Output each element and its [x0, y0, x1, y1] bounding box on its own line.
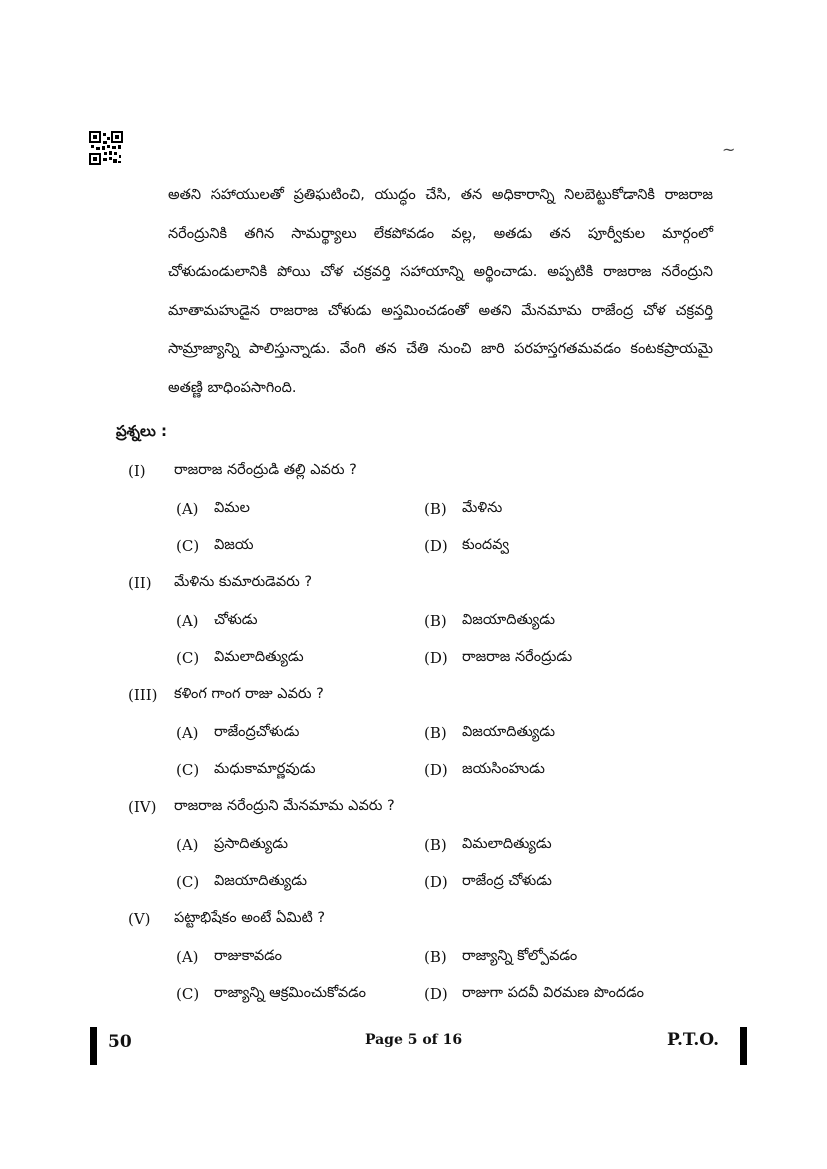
option-text: రాజరాజ నరేంద్రుడు [462, 649, 573, 665]
question-text: రాజరాజ నరేంద్రుడి తల్లి ఎవరు ? [174, 462, 357, 478]
option-text: రాజ్యాన్ని కోల్పోవడం [462, 948, 578, 964]
option-text: రాజేంద్ర చోళుడు [462, 873, 552, 889]
option-label: (A) [176, 836, 199, 854]
option-label: (D) [424, 649, 448, 667]
option-label: (B) [424, 612, 447, 630]
option-text: ప్రసాదిత్యుడు [214, 836, 289, 852]
option-label: (C) [176, 985, 200, 1003]
option-text: విజయాదిత్యుడు [462, 724, 555, 740]
option-text: చోళుడు [214, 612, 258, 628]
option-label: (B) [424, 836, 447, 854]
option-label: (D) [424, 873, 448, 891]
option-label: (D) [424, 537, 448, 555]
option-text: రాజుగా పదవీ విరమణ పొందడం [462, 985, 644, 1001]
question-number: (I) [128, 462, 146, 480]
option-label: (A) [176, 500, 199, 518]
question-number: (III) [128, 686, 158, 704]
option-text: రాజేంద్రచోళుడు [214, 724, 300, 740]
option-text: విజయాదిత్యుడు [214, 873, 307, 889]
option-label: (A) [176, 612, 199, 630]
option-text: మేళిను [462, 500, 503, 516]
option-label: (D) [424, 985, 448, 1003]
paper-code: 50 [108, 1032, 132, 1052]
page-indicator: Page 5 of 16 [364, 1032, 463, 1048]
option-text: కుందవ్వ [462, 537, 509, 553]
question-text: రాజరాజ నరేంద్రుని మేనమామ ఎవరు ? [174, 798, 395, 814]
corner-mark: ~ [722, 140, 736, 159]
option-label: (C) [176, 537, 200, 555]
question-text: మేళిను కుమారుడెవరు ? [174, 574, 313, 590]
option-text: విమల [214, 500, 250, 516]
option-label: (C) [176, 649, 200, 667]
question-number: (II) [128, 574, 152, 592]
option-label: (D) [424, 761, 448, 779]
option-label: (B) [424, 500, 447, 518]
question-number: (IV) [128, 798, 157, 816]
footer-right-bar [740, 1027, 747, 1065]
option-text: విమలాదిత్యుడు [214, 649, 304, 665]
option-label: (C) [176, 761, 200, 779]
option-text: విజయాదిత్యుడు [462, 612, 555, 628]
passage-text: అతని సహాయులతో ప్రతిఘటించి, యుద్ధం చేసి, తన అధికారాన్ని నిలబెట్టుకోడానికి రాజరాజ నరేంద్రునికి తగిన సామర్థ్యాలు లేకపోవడం వల్ల, అతడు తన పూర్వీకుల మార్గంలో చోళుడుండులానికి పోయి చోళ చక్రవర్తి సహాయాన్ని అర్థించాడు. అప్పటికి రాజరాజ నరేంద్రుని మాతామహుడైన రాజరాజ చోళుడు అస్తమించడంతో అతని మేనమామ రాజేంద్ర చోళ చక్రవర్తి సామ్రాజ్యాన్ని పాలిస్తున్నాడు. వేంగి తన చేతి నుంచి జారి పరహస్తగతమవడం కంటకప్రాయమై అతణ్ణి బాధింపసాగింది. [168, 187, 713, 396]
option-label: (B) [424, 948, 447, 966]
option-text: రాజుకావడం [214, 948, 283, 964]
option-text: మధుకామార్ణవుడు [214, 761, 316, 777]
question-text: కళింగ గాంగ రాజు ఎవరు ? [174, 686, 324, 702]
option-label: (B) [424, 724, 447, 742]
qr-code-icon [89, 131, 123, 165]
pto-label: P.T.O. [667, 1030, 719, 1050]
question-text: పట్టాభిషేకం అంటే ఏమిటి ? [174, 910, 326, 926]
questions-heading: ప్రశ్నలు : [116, 422, 168, 440]
option-text: రాజ్యాన్ని ఆక్రమించుకోవడం [214, 985, 367, 1001]
option-label: (C) [176, 873, 200, 891]
option-label: (A) [176, 948, 199, 966]
option-text: విజయ [214, 537, 254, 553]
option-label: (A) [176, 724, 199, 742]
option-text: విమలాదిత్యుడు [462, 836, 552, 852]
question-number: (V) [128, 910, 151, 928]
option-text: జయసింహుడు [462, 761, 545, 777]
